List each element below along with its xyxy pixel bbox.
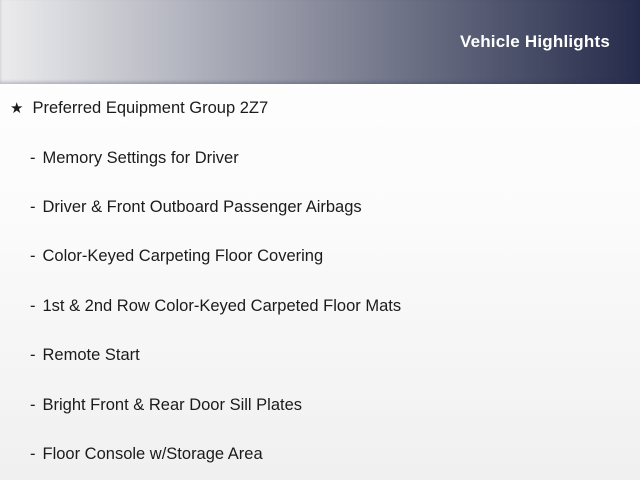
feature-list bbox=[0, 84, 640, 479]
dash-bullet: - bbox=[30, 444, 36, 463]
header-banner bbox=[0, 0, 640, 84]
star-icon: ★ bbox=[10, 99, 24, 117]
feature-label: Floor Console w/Storage Area bbox=[42, 444, 263, 463]
dash-bullet: - bbox=[30, 346, 36, 365]
dash-bullet: - bbox=[30, 296, 36, 315]
feature-item bbox=[0, 133, 640, 182]
feature-item bbox=[0, 380, 640, 429]
feature-label: Preferred Equipment Group 2Z7 bbox=[32, 99, 269, 118]
feature-item bbox=[0, 183, 640, 232]
feature-item bbox=[0, 331, 640, 380]
feature-label: Remote Start bbox=[42, 346, 140, 365]
feature-label: Driver & Front Outboard Passenger Airbags bbox=[42, 197, 362, 216]
feature-item bbox=[0, 232, 640, 281]
feature-label: Bright Front & Rear Door Sill Plates bbox=[42, 395, 303, 414]
feature-item bbox=[0, 282, 640, 331]
feature-item-primary bbox=[0, 84, 640, 133]
dash-bullet: - bbox=[30, 395, 36, 414]
feature-label: Color-Keyed Carpeting Floor Covering bbox=[42, 247, 324, 266]
dash-bullet: - bbox=[30, 197, 36, 216]
dash-bullet: - bbox=[30, 247, 36, 266]
feature-label: 1st & 2nd Row Color-Keyed Carpeted Floor Mats bbox=[42, 296, 402, 315]
feature-label: Memory Settings for Driver bbox=[42, 148, 239, 167]
page-title: Vehicle Highlights bbox=[459, 32, 610, 51]
dash-bullet: - bbox=[30, 148, 36, 167]
feature-item bbox=[0, 430, 640, 479]
